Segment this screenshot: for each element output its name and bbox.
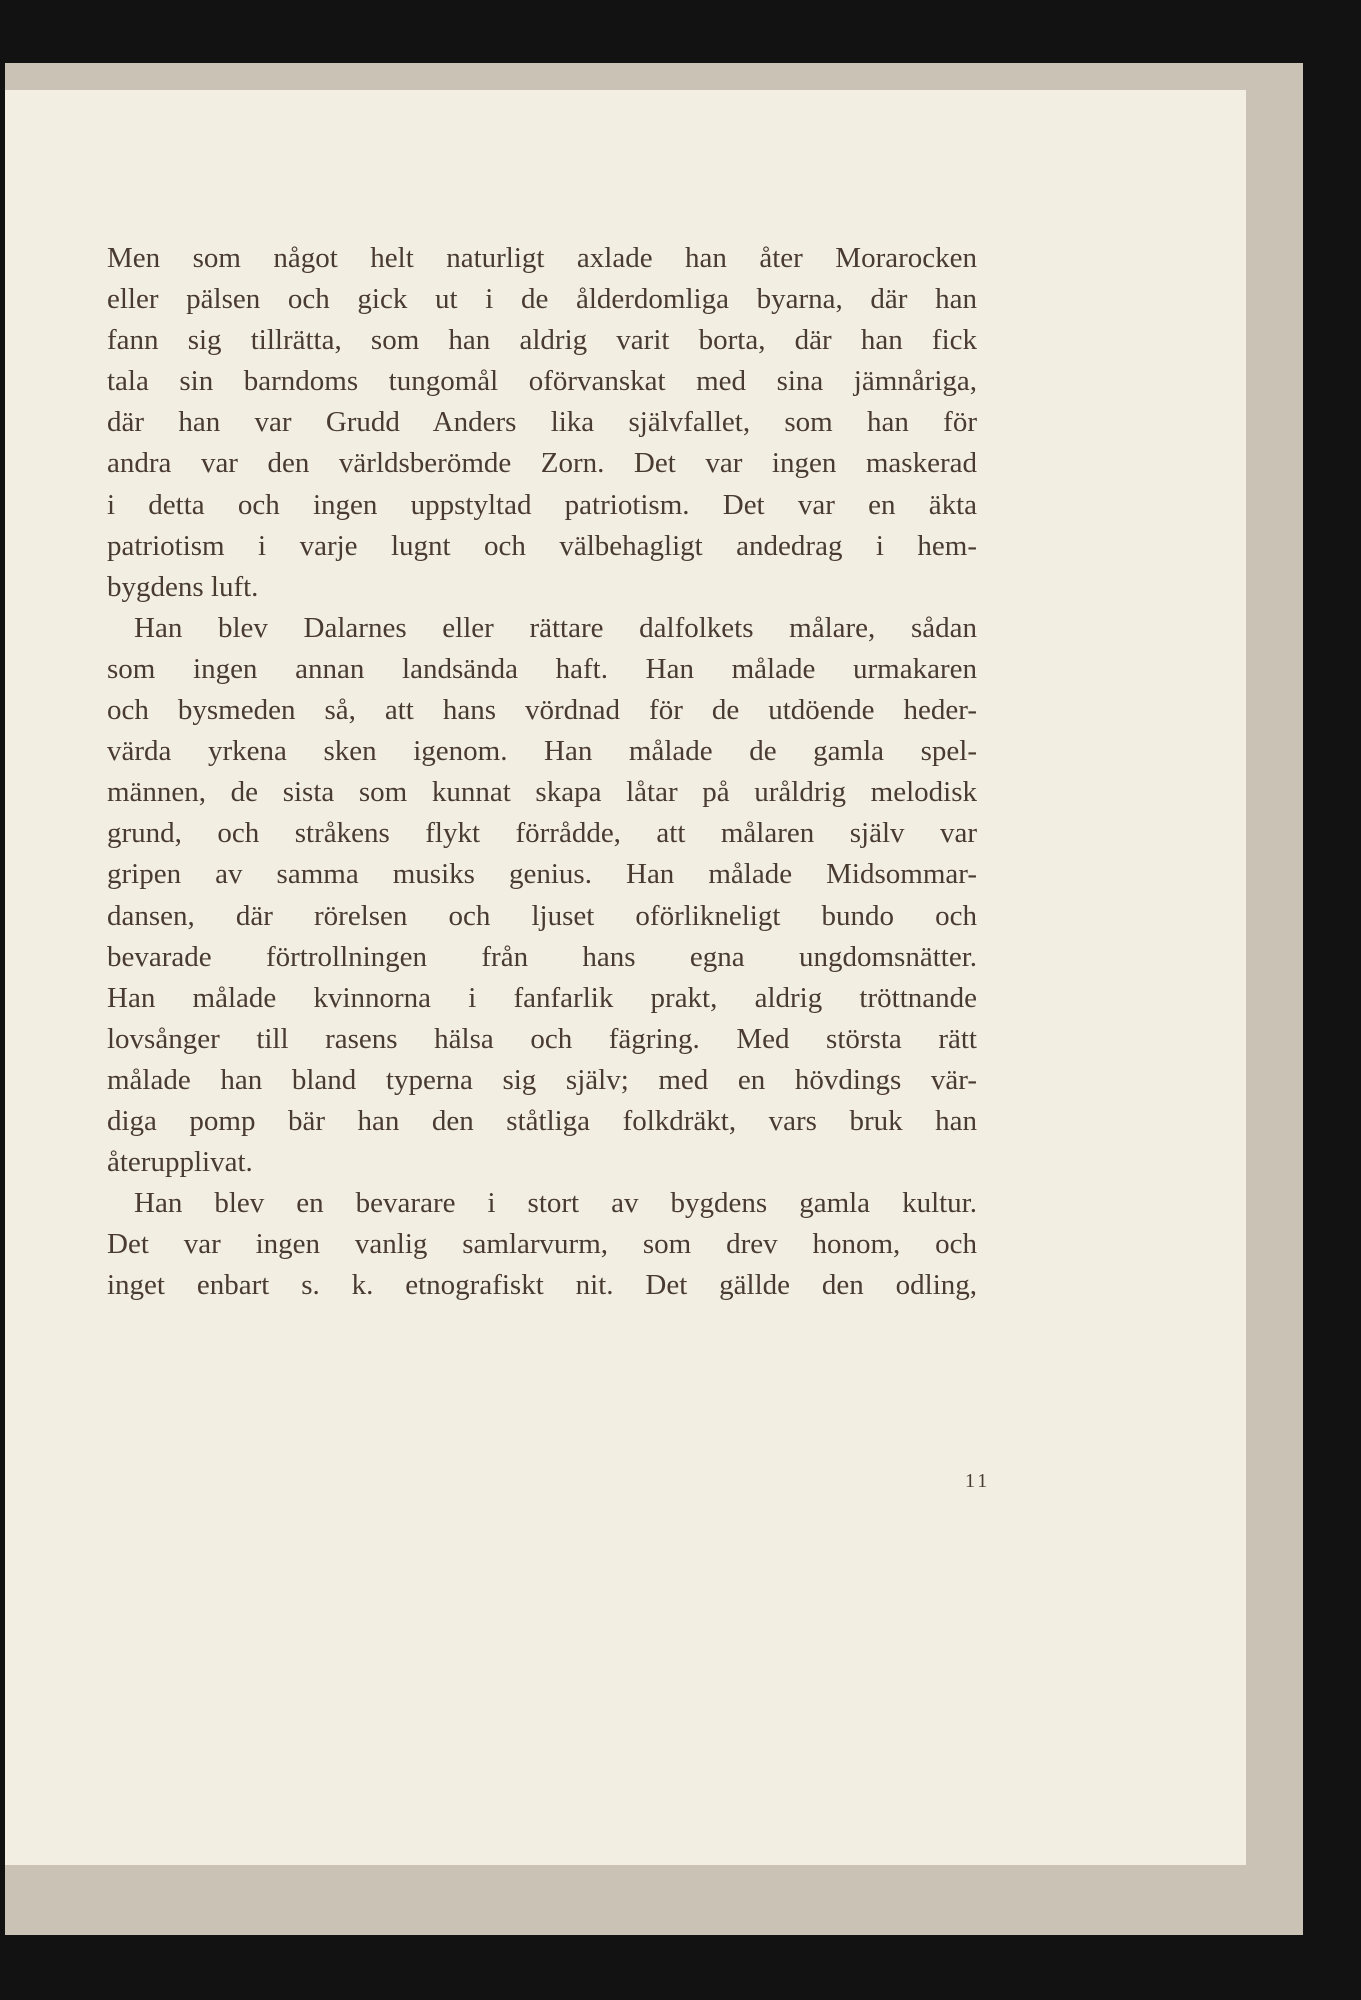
text-line: grund, och stråkens flykt förrådde, att målaren själv var (107, 817, 977, 850)
text-line: Men som något helt naturligt axlade han åter Morarocken (107, 242, 977, 274)
text-line: som ingen annan landsända haft. Han målade urmakaren (107, 652, 977, 685)
text-line: diga pomp bär han den ståtliga folkdräkt, vars bruk han (107, 1104, 977, 1137)
text-line: värda yrkena sken igenom. Han målade de gamla spel- (107, 735, 977, 768)
text-line: Det var ingen vanlig samlarvurm, som drev honom, och (107, 1228, 977, 1261)
text-line: och bysmeden så, att hans vördnad för de utdöende heder- (107, 694, 977, 727)
text-line: målade han bland typerna sig själv; med en hövdings vär- (107, 1063, 977, 1096)
text-line: tala sin barndoms tungomål oförvanskat med sina jämnåriga, (107, 365, 977, 398)
text-line: inget enbart s. k. etnografiskt nit. Det gällde den odling, (107, 1269, 977, 1302)
text-line: eller pälsen och gick ut i de ålderdomliga byarna, där han (107, 283, 977, 316)
text-line: patriotism i varje lugnt och välbehagligt andedrag i hem- (107, 529, 977, 562)
page-number: 11 (965, 1470, 991, 1492)
text-line: lovsånger till rasens hälsa och fägring. Med största rätt (107, 1022, 977, 1055)
text-line: fann sig tillrätta, som han aldrig varit borta, där han fick (107, 324, 977, 357)
text-line: Han blev en bevarare i stort av bygdens gamla kultur. (134, 1187, 977, 1220)
text-line: gripen av samma musiks genius. Han målade Midsommar- (107, 858, 977, 891)
text-line: Han målade kvinnorna i fanfarlik prakt, aldrig tröttnande (107, 981, 977, 1014)
text-line: dansen, där rörelsen och ljuset oförlikneligt bundo och (107, 899, 977, 932)
text-line: i detta och ingen uppstyltad patriotism. Det var en äkta (107, 488, 977, 521)
text-line: där han var Grudd Anders lika självfallet, som han för (107, 406, 977, 439)
text-line: återupplivat. (107, 1146, 253, 1179)
text-line: männen, de sista som kunnat skapa låtar på uråldrig melodisk (107, 776, 977, 809)
text-line: bevarade förtrollningen från hans egna ungdomsnätter. (107, 940, 977, 973)
body-text (107, 238, 977, 1306)
text-line: Han blev Dalarnes eller rättare dalfolkets målare, sådan (134, 611, 977, 644)
text-line: andra var den världsberömde Zorn. Det var ingen maskerad (107, 447, 977, 480)
text-line: bygdens luft. (107, 570, 259, 603)
